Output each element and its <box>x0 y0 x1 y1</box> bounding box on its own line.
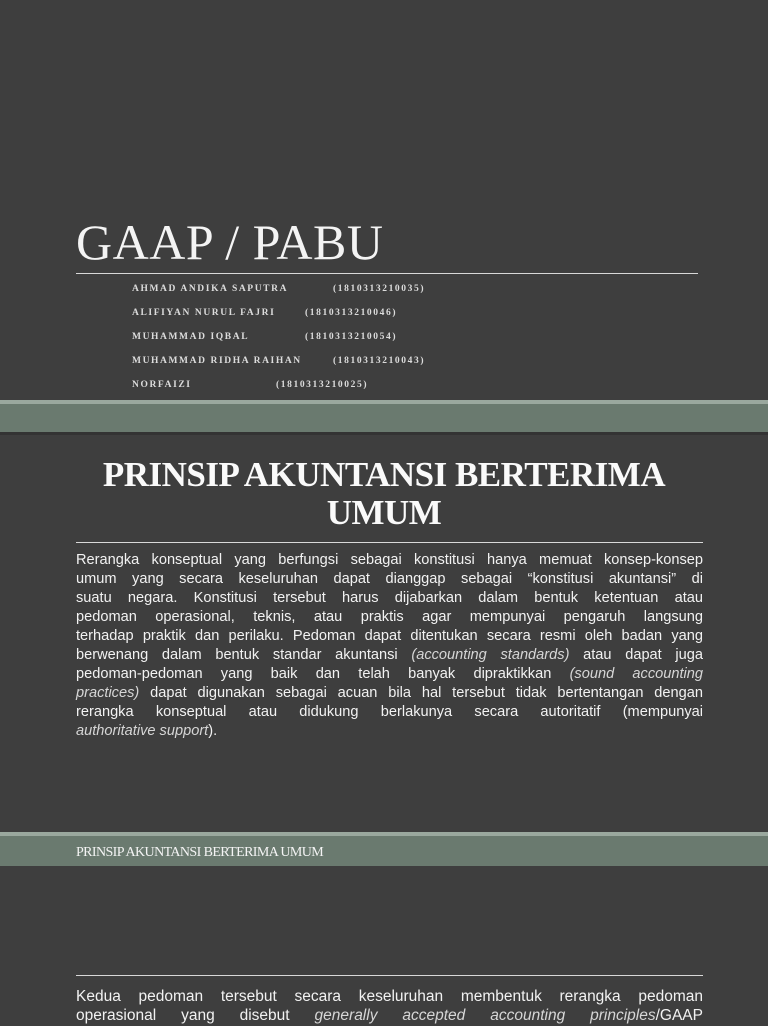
text-line <box>76 570 703 589</box>
heading-line-1: PRINSIP AKUNTANSI BERTERIMA <box>102 455 666 494</box>
slide-separator-band <box>0 404 768 432</box>
text-line <box>76 703 703 722</box>
italic-term: authoritative support <box>76 723 209 739</box>
text-segment: umum yang secara keseluruhan dapat dianggap sebagai “konstitusi akuntansi” di <box>76 571 703 587</box>
text-segment: rerangka konseptual atau didukung berlakunya secara autoritatif (mempunyai <box>76 704 703 720</box>
text-line <box>76 665 703 684</box>
body-paragraph <box>76 551 703 741</box>
italic-term: generally accepted accounting principles <box>314 1007 656 1024</box>
content-divider <box>76 975 703 976</box>
member-name: MUHAMMAD IQBAL <box>132 332 250 342</box>
text-segment: /GAAP <box>655 1007 703 1024</box>
text-line <box>76 722 703 741</box>
text-segment: pedoman operasional, teknis, atau praktis agar mempunyai pengaruh langsung <box>76 609 703 625</box>
text-line <box>76 627 703 646</box>
band-shadow <box>0 432 768 435</box>
text-line <box>76 608 703 627</box>
body-paragraph <box>76 986 703 1024</box>
member-student-id: (1810313210035) <box>333 284 426 294</box>
text-segment: suatu negara. Konstitusi tersebut harus dijabarkan dalam bentuk ketentuan atau <box>76 590 703 606</box>
text-segment: operasional yang disebut <box>76 1007 315 1024</box>
text-segment: atau dapat juga <box>569 647 704 663</box>
text-segment: ). <box>208 723 218 739</box>
italic-term: (sound accounting <box>569 666 704 682</box>
member-student-id: (1810313210046) <box>305 308 398 318</box>
text-segment: dapat digunakan sebagai acuan bila hal tersebut tidak bertentangan dengan <box>139 685 703 701</box>
slide-title: GAAP / PABU <box>76 214 384 270</box>
member-name: AHMAD ANDIKA SAPUTRA <box>132 284 289 294</box>
text-line <box>76 1005 703 1024</box>
member-name: MUHAMMAD RIDHA RAIHAN <box>132 356 302 366</box>
text-line <box>76 986 703 1005</box>
slide-heading <box>60 456 708 532</box>
italic-term: practices) <box>76 685 140 701</box>
text-segment: terhadap praktik dan perilaku. Pedoman dapat ditentukan secara resmi oleh badan yang <box>76 628 703 644</box>
member-name: NORFAIZI <box>132 380 192 390</box>
band-title: PRINSIP AKUNTANSI BERTERIMA UMUM <box>76 845 324 860</box>
text-segment: pedoman-pedoman yang baik dan telah banyak dipraktikkan <box>76 666 570 682</box>
heading-line-2: UMUM <box>326 493 442 532</box>
text-line <box>76 551 703 570</box>
text-segment: berwenang dalam bentuk standar akuntansi <box>76 647 412 663</box>
text-line <box>76 646 703 665</box>
heading-divider <box>76 542 703 543</box>
member-student-id: (1810313210025) <box>276 380 369 390</box>
italic-term: (accounting standards) <box>411 647 570 663</box>
text-segment: Rerangka konseptual yang berfungsi sebagai konstitusi hanya memuat konsep-konsep <box>76 552 703 568</box>
text-segment: Kedua pedoman tersebut secara keseluruhan membentuk rerangka pedoman <box>76 988 703 1005</box>
member-student-id: (1810313210054) <box>305 332 398 342</box>
title-divider <box>76 273 698 274</box>
text-line <box>76 589 703 608</box>
member-name: ALIFIYAN NURUL FAJRI <box>132 308 276 318</box>
member-student-id: (1810313210043) <box>333 356 426 366</box>
text-line <box>76 684 703 703</box>
